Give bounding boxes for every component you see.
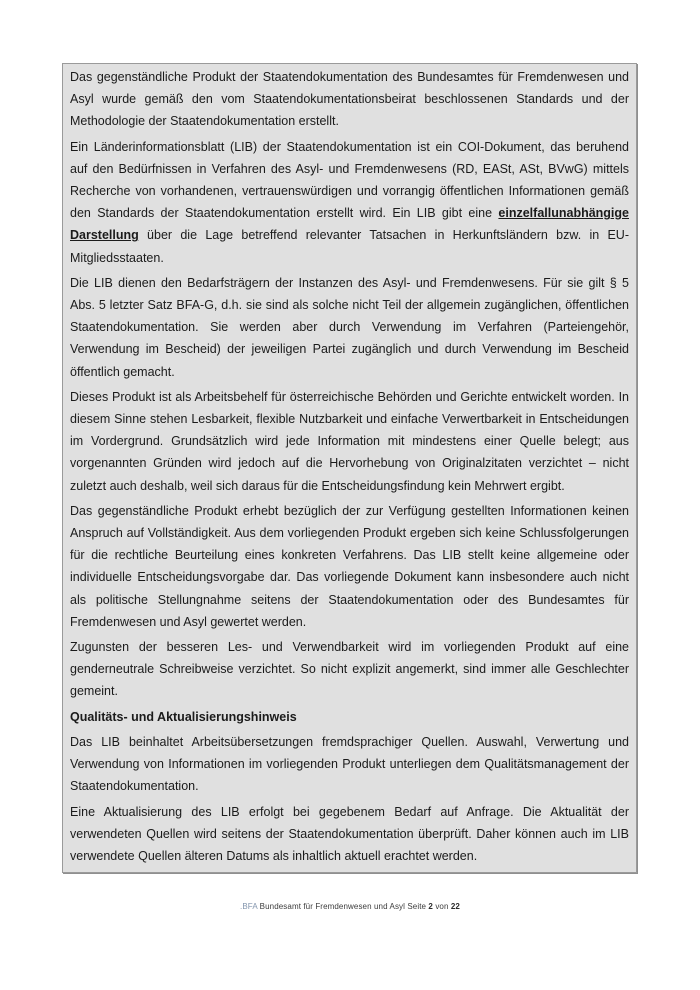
paragraph-lib-definition bbox=[70, 136, 629, 269]
paragraph-lib-access: Die LIB dienen den Bedarfsträgern der Instanzen des Asyl- und Fremdenwesens. Für sie gilt § 5 Abs. 5 letzter Satz BFA-G, d.h. sie sind als solche nicht Teil der allgemein zugänglichen, öffentlichen Staatendokumentation. Sie werden aber durch Verwendung im Verfahren (Parteiengehör, Verwendung im Bescheid) der jeweiligen Partei zugänglich und durch Verwendung im Bescheid öffentlich gemacht. bbox=[70, 275, 629, 379]
paragraph-translations: Das LIB beinhaltet Arbeitsübersetzungen fremdsprachiger Quellen. Auswahl, Verwertung und Verwendung von Informationen im vorliegenden Produkt unterliegen dem Qualitätsmanagement der Staatendokumentation. bbox=[70, 734, 629, 794]
paragraph-product-standards: Das gegenständliche Produkt der Staatendokumentation des Bundesamtes für Fremdenwesen und Asyl wurde gemäß den vom Staatendokumentationsbeirat beschlossenen Standards und der Methodologie der Staatendokumentation erstellt. bbox=[70, 70, 629, 129]
paragraph-lib-definition-end: über die Lage betreffend relevanter Tatsachen in Herkunftsländern bzw. in EU-Mitgliedsstaaten. bbox=[70, 228, 629, 265]
paragraph-no-completeness-claim: Das gegenständliche Produkt erhebt bezüglich der zur Verfügung gestellten Informationen keinen Anspruch auf Vollständigkeit. Aus dem vorliegenden Produkt ergeben sich keine Schlussfolgerungen für die rechtliche Beurteilung eines konkreten Verfahrens. Das LIB stellt keine allgemeine oder individuelle Entscheidungsvorgabe dar. Das vorliegende Dokument kann insbesondere auch nicht als politische Stellungnahme seitens der Staatendokumentation oder des Bundesamtes für Fremdenwesen und Asyl gewertet werden. bbox=[70, 503, 629, 629]
page-footer bbox=[0, 901, 700, 913]
bfa-logo-text: .BFA bbox=[240, 902, 258, 911]
paragraph-update-note: Eine Aktualisierung des LIB erfolgt bei gegebenem Bedarf auf Anfrage. Die Aktualität der verwendeten Quellen wird seitens der Staatendokumentation überprüft. Daher können auch im LIB verwendete Quellen älteren Datums als inhaltlich aktuell erachtet werden. bbox=[70, 804, 629, 863]
paragraph-gender-note: Zugunsten der besseren Les- und Verwendbarkeit wird im vorliegenden Produkt auf eine genderneutrale Schreibweise verzichtet. So nicht explizit angemerkt, sind immer alle Geschlechter gemeint. bbox=[70, 640, 629, 699]
footer-department: Bundesamt für Fremdenwesen und Asyl bbox=[259, 902, 406, 911]
quality-update-heading: Qualitäts- und Aktualisierungshinweis bbox=[70, 709, 297, 724]
paragraph-lib-definition-start: Ein Länderinformationsblatt (LIB) der Staatendokumentation ist ein COI-Dokument, das beruhend auf den Bedürfnissen in Verfahren des Asyl- und Fremdenwesens (RD, EASt, ASt, BVwG) mittels Recherche von vorhandenen, vertrauenswürdigen und vorrangig öffentlichen Informationen gemäß den Standards der Staatendokumentation erstellt wird. Ein LIB gibt eine bbox=[70, 139, 629, 221]
disclaimer-text-box bbox=[62, 63, 637, 873]
footer-page-word: Seite bbox=[407, 902, 427, 911]
footer-page-number: 2 bbox=[428, 902, 433, 911]
footer-of-word: von bbox=[435, 902, 449, 911]
footer-page-total: 22 bbox=[450, 902, 460, 911]
emphasized-text: einzelfallunabhängige Darstellung bbox=[70, 206, 629, 243]
paragraph-work-aid: Dieses Produkt ist als Arbeitsbehelf für österreichische Behörden und Gerichte entwickelt worden. In diesem Sinne stehen Lesbarkeit, flexible Nutzbarkeit und einfache Verwertbarkeit in Entscheidungen im Vordergrund. Grundsätzlich wird jede Information mit mindestens einer Quelle belegt; aus vorgenannten Gründen wird jedoch auf die Hervorhebung von Originalzitaten verzichtet – nicht zuletzt auch deshalb, weil sich daraus für die Entscheidungsfindung kein Mehrwert ergibt. bbox=[70, 389, 629, 493]
